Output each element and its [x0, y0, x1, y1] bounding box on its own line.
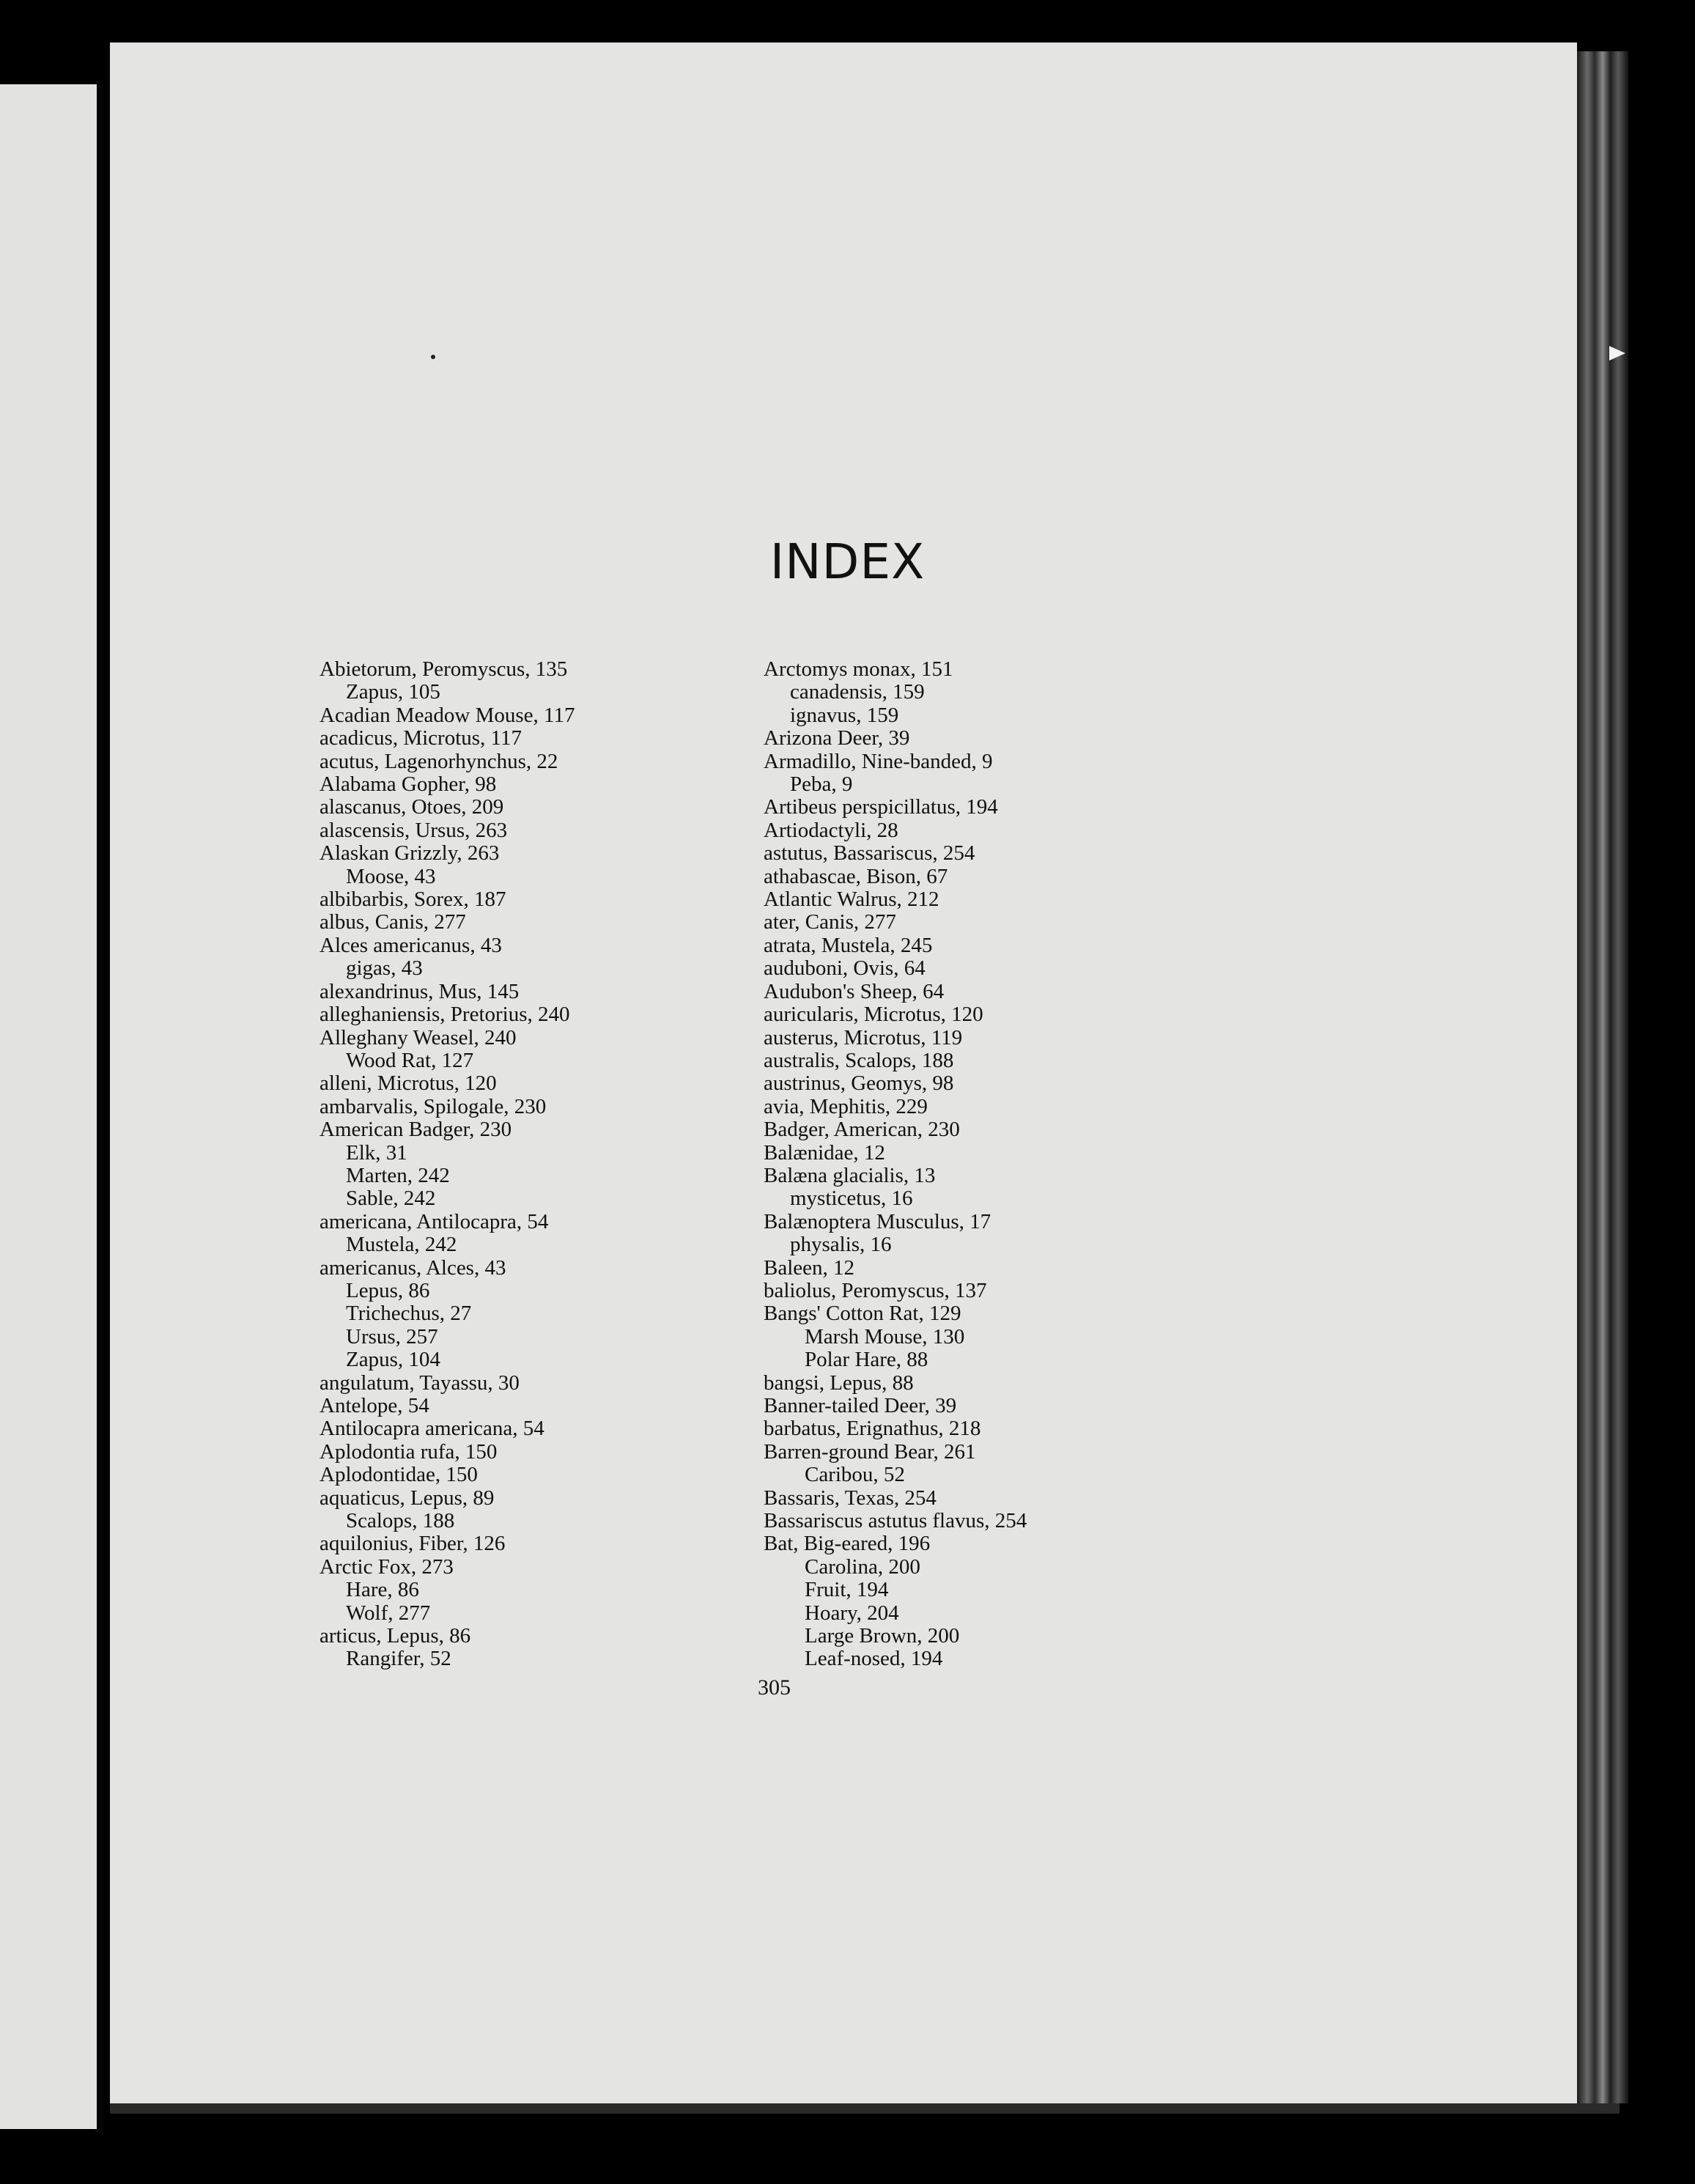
index-entry: Artiodactyli, 28 [764, 818, 898, 842]
index-entry: Ursus, 257 [346, 1324, 438, 1349]
index-entry: Alces americanus, 43 [320, 933, 502, 957]
index-entry: Caribou, 52 [805, 1463, 905, 1487]
index-entry: Alabama Gopher, 98 [320, 772, 497, 797]
index-entry: auricularis, Microtus, 120 [764, 1003, 983, 1027]
index-entry: ignavus, 159 [790, 703, 899, 727]
index-entry: Abietorum, Peromyscus, 135 [320, 657, 568, 681]
index-entry: Alaskan Grizzly, 263 [320, 841, 500, 866]
index-entry: physalis, 16 [790, 1233, 892, 1257]
index-entry: baliolus, Peromyscus, 137 [764, 1278, 987, 1302]
index-entry: gigas, 43 [346, 956, 423, 981]
index-entry: aquaticus, Lepus, 89 [320, 1486, 495, 1510]
index-entry: Sable, 242 [346, 1187, 436, 1211]
index-entry: austrinus, Geomys, 98 [764, 1071, 954, 1096]
scan-speck [431, 355, 435, 359]
index-entry: bangsi, Lepus, 88 [764, 1370, 914, 1395]
index-entry: canadensis, 159 [790, 680, 925, 704]
index-entry: Large Brown, 200 [805, 1624, 960, 1648]
index-entry: aquilonius, Fiber, 126 [320, 1532, 506, 1556]
index-entry: Scalops, 188 [346, 1509, 455, 1533]
index-entry: Polar Hare, 88 [805, 1348, 928, 1372]
index-entry: Artibeus perspicillatus, 194 [764, 795, 998, 819]
index-entry: athabascae, Bison, 67 [764, 864, 948, 888]
index-entry: Balænoptera Musculus, 17 [764, 1209, 991, 1233]
index-entry: americanus, Alces, 43 [320, 1255, 506, 1280]
index-entry: Moose, 43 [346, 864, 436, 888]
index-entry: albus, Canis, 277 [320, 910, 466, 934]
index-entry: Arctomys monax, 151 [764, 657, 953, 681]
index-entry: Marsh Mouse, 130 [805, 1324, 965, 1349]
index-entry: Balænidae, 12 [764, 1140, 885, 1165]
index-entry: Carolina, 200 [805, 1554, 920, 1579]
index-entry: acadicus, Microtus, 117 [320, 726, 522, 750]
index-entry: Aplodontidae, 150 [320, 1463, 478, 1487]
index-entry: Baleen, 12 [764, 1255, 855, 1280]
index-entry: angulatum, Tayassu, 30 [320, 1370, 520, 1395]
index-entry: acutus, Lagenorhynchus, 22 [320, 749, 558, 773]
index-column-right [764, 658, 1027, 1671]
page-number: 305 [758, 1675, 791, 1700]
index-entry: alascensis, Ursus, 263 [320, 818, 508, 842]
facing-page-edge [0, 84, 97, 2129]
index-entry: barbatus, Erignathus, 218 [764, 1417, 981, 1441]
index-entry: Zapus, 105 [346, 680, 440, 704]
index-entry: americana, Antilocapra, 54 [320, 1209, 549, 1233]
index-entry: Balæna glacialis, 13 [764, 1163, 936, 1187]
index-entry: Leaf-nosed, 194 [805, 1647, 943, 1671]
index-entry: Mustela, 242 [346, 1233, 457, 1257]
index-entry: Hare, 86 [346, 1578, 419, 1602]
index-entry: astutus, Bassariscus, 254 [764, 841, 975, 866]
index-entry: Bassariscus astutus flavus, 254 [764, 1509, 1027, 1533]
page-bottom-edge [110, 2103, 1620, 2114]
index-entry: Zapus, 104 [346, 1348, 440, 1372]
index-entry: articus, Lepus, 86 [320, 1624, 471, 1648]
index-entry: avia, Mephitis, 229 [764, 1094, 928, 1118]
index-entry: Bassaris, Texas, 254 [764, 1486, 937, 1510]
index-entry: Audubon's Sheep, 64 [764, 979, 945, 1003]
index-entry: alleni, Microtus, 120 [320, 1071, 497, 1096]
index-entry: alleghaniensis, Pretorius, 240 [320, 1003, 570, 1027]
index-entry: ambarvalis, Spilogale, 230 [320, 1094, 547, 1118]
index-entry: Arctic Fox, 273 [320, 1554, 454, 1579]
page-title: INDEX [769, 534, 926, 590]
index-entry: australis, Scalops, 188 [764, 1048, 954, 1072]
gutter-line [97, 81, 104, 2133]
index-entry: Rangifer, 52 [346, 1647, 451, 1671]
index-entry: American Badger, 230 [320, 1118, 512, 1142]
index-entry: Wood Rat, 127 [346, 1048, 474, 1072]
index-entry: Elk, 31 [346, 1140, 407, 1165]
index-entry: Banner-tailed Deer, 39 [764, 1394, 957, 1417]
index-entry: Armadillo, Nine-banded, 9 [764, 749, 993, 773]
index-entry: Antelope, 54 [320, 1394, 429, 1417]
index-entry: Wolf, 277 [346, 1601, 431, 1625]
index-entry: mysticetus, 16 [790, 1187, 913, 1211]
index-entry: auduboni, Ovis, 64 [764, 956, 926, 981]
index-entry: Antilocapra americana, 54 [320, 1417, 544, 1441]
index-entry: Atlantic Walrus, 212 [764, 888, 939, 912]
index-entry: Bangs' Cotton Rat, 129 [764, 1302, 961, 1326]
index-entry: Badger, American, 230 [764, 1118, 960, 1142]
index-entry: austerus, Microtus, 119 [764, 1025, 963, 1049]
index-entry: Aplodontia rufa, 150 [320, 1439, 498, 1464]
index-entry: albibarbis, Sorex, 187 [320, 888, 506, 912]
index-entry: ater, Canis, 277 [764, 910, 896, 934]
index-column-left [320, 658, 575, 1671]
index-entry: Arizona Deer, 39 [764, 726, 910, 750]
index-entry: Alleghany Weasel, 240 [320, 1025, 517, 1049]
index-entry: Acadian Meadow Mouse, 117 [320, 703, 575, 727]
index-entry: Barren-ground Bear, 261 [764, 1439, 976, 1464]
index-entry: Lepus, 86 [346, 1278, 430, 1302]
index-entry: Peba, 9 [790, 772, 853, 797]
index-entry: Fruit, 194 [805, 1578, 889, 1602]
index-entry: alexandrinus, Mus, 145 [320, 979, 520, 1003]
index-entry: Hoary, 204 [805, 1601, 899, 1625]
page-tab-mark [1609, 346, 1625, 361]
index-entry: Trichechus, 27 [346, 1302, 472, 1326]
index-entry: atrata, Mustela, 245 [764, 933, 933, 957]
index-entry: alascanus, Otoes, 209 [320, 795, 504, 819]
index-entry: Bat, Big-eared, 196 [764, 1532, 931, 1556]
index-entry: Marten, 242 [346, 1163, 450, 1187]
